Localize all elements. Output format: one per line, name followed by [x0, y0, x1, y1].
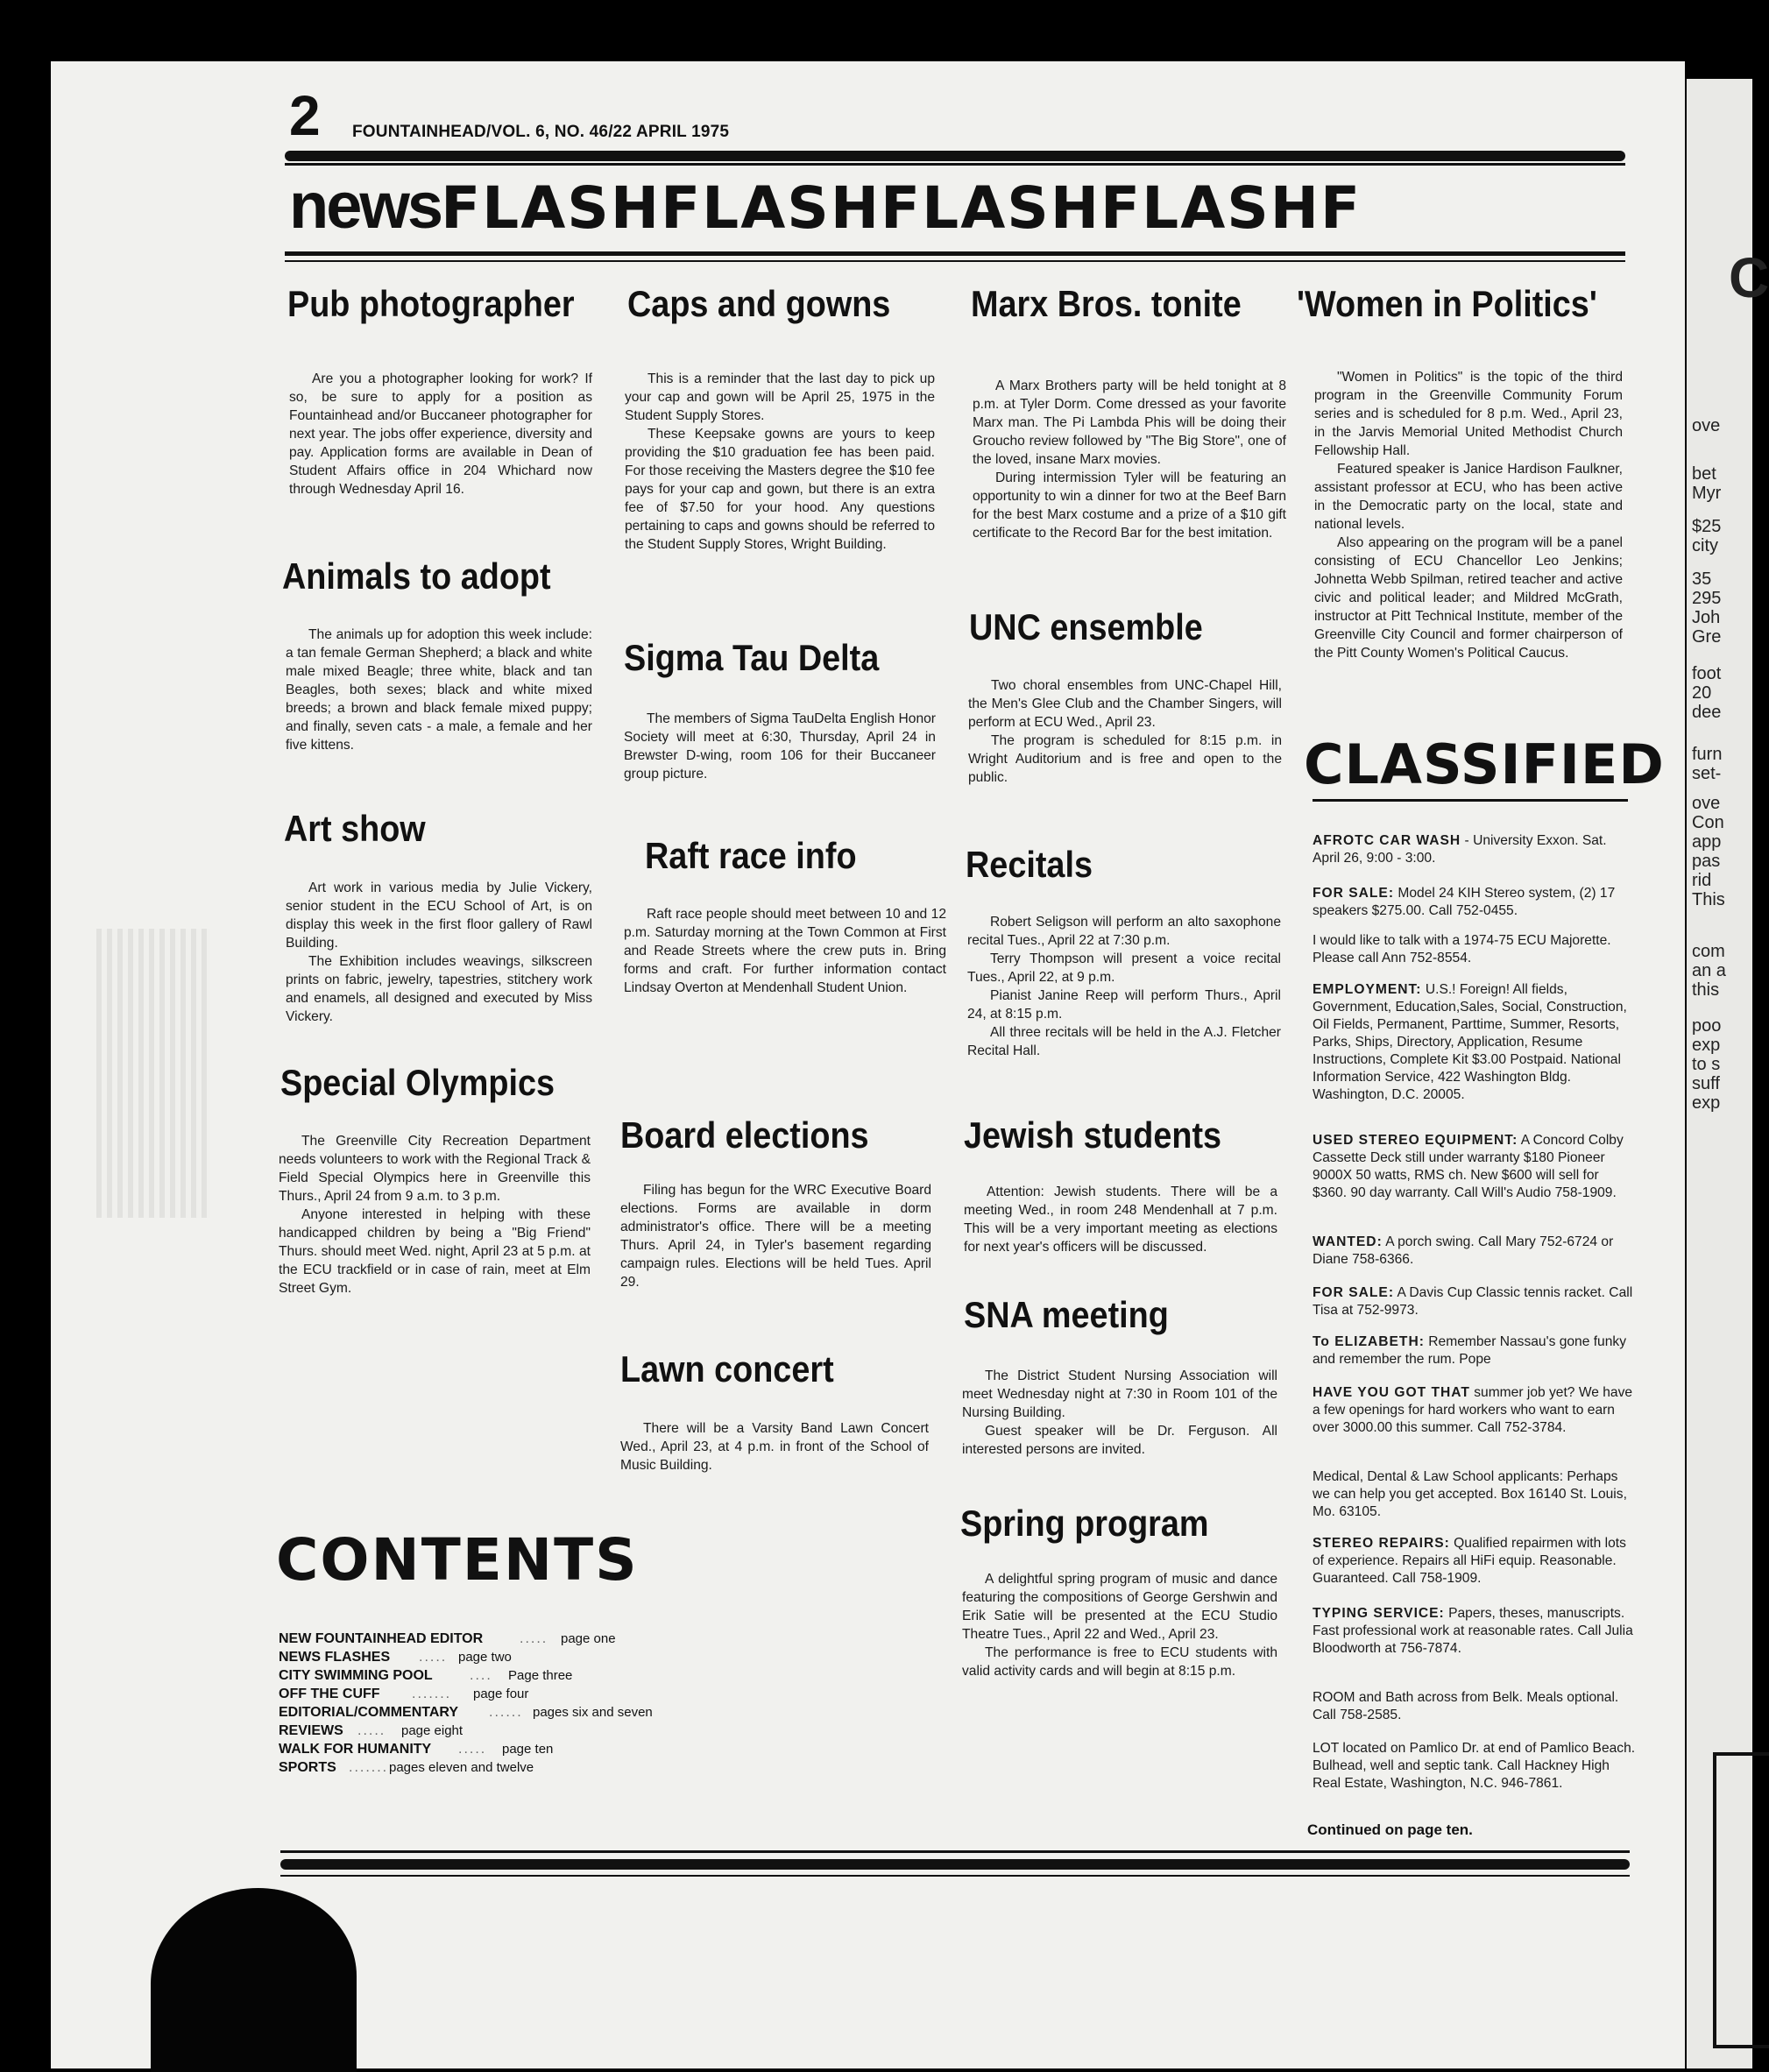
page-number: 2: [289, 84, 321, 147]
classified-ad: [1313, 832, 1637, 867]
classified-ad: [1313, 1384, 1637, 1437]
headline-sigma-tau-delta: Sigma Tau Delta: [624, 637, 880, 678]
contents-heading: CONTENTS: [276, 1526, 639, 1594]
ad-text: Papers, theses, manuscripts. Fast professional work at reasonable rates. Call Julia Bloodworth at 756-7874.: [1313, 1606, 1633, 1656]
adjacent-fragment: pas: [1692, 852, 1721, 871]
article-pub-photographer: [289, 370, 592, 499]
contents-item: [279, 1723, 690, 1742]
classified-ad: [1313, 1468, 1637, 1521]
ad-text: A Davis Cup Classic tennis racket. Call Tisa at 752-9973.: [1313, 1285, 1633, 1318]
headline-women-politics: 'Women in Politics': [1297, 283, 1597, 324]
headline-lawn-concert: Lawn concert: [620, 1348, 834, 1390]
classified-ad: [1313, 1333, 1637, 1368]
classified-rule: [1313, 799, 1628, 802]
article-unc-ensemble: [968, 676, 1282, 787]
contents-page: page eight: [401, 1723, 463, 1738]
contents-title: CITY SWIMMING POOL: [279, 1668, 433, 1683]
adjacent-page-letter: C: [1729, 246, 1769, 309]
leader-dots: .......: [349, 1760, 389, 1775]
headline-marx-bros: Marx Bros. tonite: [971, 283, 1242, 324]
headline-animals: Animals to adopt: [282, 555, 551, 597]
top-wavy-rule: [285, 151, 1625, 161]
ad-key: TYPING SERVICE:: [1313, 1606, 1445, 1621]
leader-dots: .....: [520, 1631, 548, 1646]
ad-key: STEREO REPAIRS:: [1313, 1536, 1450, 1551]
contents-item: [279, 1631, 690, 1650]
ad-text: ROOM and Bath across from Belk. Meals optional. Call 758-2585.: [1313, 1690, 1619, 1722]
adjacent-fragment: Gre: [1692, 627, 1722, 647]
adjacent-fragment: com: [1692, 942, 1725, 961]
contents-title: EDITORIAL/COMMENTARY: [279, 1705, 459, 1720]
bleed-through-artifact: [96, 929, 210, 1218]
article-board-elections: [620, 1181, 931, 1291]
headline-spring-program: Spring program: [960, 1503, 1209, 1544]
article-caps-gowns: [625, 370, 935, 554]
paragraph: The Greenville City Recreation Department needs volunteers to work with the Regional Track & Field Special Olympics here in Greenville this Thurs., April 24 from 9 a.m. to 3 p.m.: [279, 1134, 591, 1204]
ad-text: LOT located on Pamlico Dr. at end of Pamlico Beach. Bulhead, well and septic tank. Call Hackney High Real Estate, Washington, N.C. 946-7861.: [1313, 1741, 1636, 1791]
ad-key: USED STEREO EQUIPMENT:: [1313, 1133, 1518, 1148]
article-spring-program: [962, 1570, 1277, 1680]
headline-special-olympics: Special Olympics: [280, 1062, 555, 1103]
classified-continued: Continued on page ten.: [1307, 1821, 1473, 1838]
adjacent-fragment: 295: [1692, 589, 1722, 608]
adjacent-fragment: 20: [1692, 683, 1712, 703]
paragraph: This is a reminder that the last day to pick up your cap and gown will be April 25, 1975 in the Student Supply Stores.: [625, 371, 935, 423]
ad-text: I would like to talk with a 1974-75 ECU Majorette. Please call Ann 752-8554.: [1313, 933, 1611, 965]
bottom-wavy-rule: [280, 1859, 1630, 1870]
contents-item: [279, 1650, 690, 1668]
adjacent-fragment: Joh: [1692, 608, 1721, 627]
adjacent-fragment: bet: [1692, 464, 1716, 484]
headline-recitals: Recitals: [966, 844, 1093, 885]
paragraph: A Marx Brothers party will be held tonight at 8 p.m. at Tyler Dorm. Come dressed as your favorite Marx man. The Pi Lambda Phis will be doing their Groucho review followed by "The Big Store", one of the loved, insane Marx movies.: [973, 378, 1286, 467]
paragraph: Pianist Janine Reep will perform Thurs., April 24, at 8:15 p.m.: [967, 988, 1281, 1022]
article-sna-meeting: [962, 1367, 1277, 1459]
adjacent-page-box: [1713, 1752, 1769, 2048]
classified-ad: [1313, 1689, 1637, 1724]
ad-text: A porch swing. Call Mary 752-6724 or Diane 758-6366.: [1313, 1234, 1614, 1267]
paragraph: Also appearing on the program will be a panel consisting of ECU Chancellor Leo Jenkins; Johnetta Webb Spilman, retired teacher and active civic and political leader; and Mildred McGrath, instructor at Pitt Technical Institute, member of the Greenville City Council and former chairperson of the Pitt County Women's Political Caucus.: [1314, 535, 1623, 661]
contents-title: NEWS FLASHES: [279, 1650, 391, 1665]
classified-ad: [1313, 1605, 1637, 1658]
classified-ad: [1313, 885, 1637, 920]
paragraph: These Keepsake gowns are yours to keep providing the $10 graduation fee has been paid. For those receiving the Masters degree the $10 fee pays for your cap and gown, but there is an extra fee of $7.50 for your hood. Any questions pertaining to caps and gowns should be referred to the Student Supply Stores, Wright Building.: [625, 427, 935, 552]
article-special-olympics: [279, 1132, 591, 1298]
classified-ad: [1313, 981, 1637, 1104]
classified-ad: [1313, 1740, 1637, 1793]
paragraph: The District Student Nursing Association will meet Wednesday night at 7:30 in Room 101 of the Nursing Building.: [962, 1368, 1277, 1420]
ad-text: Model 24 KIH Stereo system, (2) 17 speakers $275.00. Call 752-0455.: [1313, 886, 1616, 918]
adjacent-fragment: to s: [1692, 1055, 1721, 1074]
paragraph: Terry Thompson will present a voice recital Tues., April 22, at 9 p.m.: [967, 951, 1281, 985]
headline-raft-race: Raft race info: [645, 835, 857, 876]
contents-title: NEW FOUNTAINHEAD EDITOR: [279, 1631, 484, 1646]
adjacent-fragment: app: [1692, 832, 1722, 852]
leader-dots: ......: [489, 1705, 523, 1720]
contents-item: [279, 1742, 690, 1760]
leader-dots: .....: [458, 1742, 487, 1757]
leader-dots: .......: [412, 1687, 452, 1701]
ad-key: FOR SALE:: [1313, 886, 1395, 901]
adjacent-fragment: $25: [1692, 517, 1722, 536]
article-animals: [286, 626, 592, 754]
paragraph: Raft race people should meet between 10 and 12 p.m. Saturday morning at the Town Common at First and Reade Streets where the crew puts in. Bring forms and craft. For further information contact Lindsay Overton at Mendenhall Student Union.: [624, 907, 946, 995]
adjacent-fragment: suff: [1692, 1074, 1720, 1093]
adjacent-fragment: This: [1692, 890, 1725, 909]
adjacent-fragment: 35: [1692, 569, 1712, 589]
ad-text: summer job yet? We have a few openings for hard workers who want to earn over 3000.00 this summer. Call 752-3784.: [1313, 1385, 1633, 1435]
paragraph: During intermission Tyler will be featuring an opportunity to win a dinner for two at the Beef Barn for the best Marx costume and a prize of a $10 gift certificate to the Record Bar for the best imitation.: [973, 470, 1286, 541]
contents-item: [279, 1687, 690, 1705]
classified-ad: [1313, 1284, 1637, 1319]
ad-text: U.S.! Foreign! All fields, Government, Education,Sales, Social, Construction, Oil Fields, Permanent, Parttime, Summer, Resorts, Parks, Ships, Directory, Application, Resume Instructions, Complete Kit $3.00 Postpaid. National Information Service, 422 Washington Bldg. Washington, D.C. 20005.: [1313, 982, 1627, 1102]
article-lawn-concert: [620, 1419, 929, 1474]
article-women-politics: [1314, 368, 1623, 662]
ad-key: HAVE YOU GOT THAT: [1313, 1385, 1470, 1400]
paragraph: Art work in various media by Julie Vickery, senior student in the ECU School of Art, is on display this week in the first floor gallery of Rawl Building.: [286, 880, 592, 951]
ad-key: AFROTC CAR WASH: [1313, 833, 1461, 848]
paragraph: A delightful spring program of music and dance featuring the compositions of George Gershwin and Erik Satie will be presented at the ECU Studio Theatre Tues., April 22 and Wed., April 23.: [962, 1572, 1277, 1642]
classified-ad: [1313, 1535, 1637, 1588]
contents-list: [279, 1631, 690, 1779]
paragraph: Robert Seligson will perform an alto saxophone recital Tues., April 22 at 7:30 p.m.: [967, 915, 1281, 948]
adjacent-fragment: city: [1692, 536, 1718, 555]
ad-key: To ELIZABETH:: [1313, 1334, 1425, 1349]
top-thin-rule: [285, 163, 1625, 166]
classified-heading: CLASSIFIED: [1304, 732, 1665, 796]
classified-ad: [1313, 932, 1637, 967]
contents-item: [279, 1760, 690, 1779]
article-sigma-tau-delta: [624, 710, 936, 783]
bottom-thin-rule: [280, 1850, 1630, 1853]
article-recitals: [967, 913, 1281, 1060]
paragraph: The performance is free to ECU students with valid activity cards and will begin at 8:15 p.m.: [962, 1645, 1277, 1679]
paragraph: The members of Sigma TauDelta English Honor Society will meet at 6:30, Thursday, April 24 in Brewster D-wing, room 106 for their Buccaneer group picture.: [624, 711, 936, 781]
contents-page: pages six and seven: [533, 1705, 653, 1720]
ad-text: Medical, Dental & Law School applicants: Perhaps we can help you get accepted. Box 16140 St. Louis, Mo. 63105.: [1313, 1469, 1627, 1519]
contents-page: page four: [473, 1687, 529, 1701]
folio-line: FOUNTAINHEAD/VOL. 6, NO. 46/22 APRIL 1975: [352, 123, 730, 141]
adjacent-fragment: exp: [1692, 1036, 1721, 1055]
newsflash-banner: [289, 169, 1362, 242]
article-art-show: [286, 879, 592, 1026]
paragraph: Filing has begun for the WRC Executive Board elections. Forms are available in dorm administrator's office. There will be a meeting Thurs. April 24, in Tyler's basement regarding campaign rules. Elections will be held Tues. April 29.: [620, 1183, 931, 1290]
adjacent-fragment: rid: [1692, 871, 1712, 890]
headline-board-elections: Board elections: [620, 1114, 869, 1156]
adjacent-fragment: set-: [1692, 764, 1722, 783]
contents-page: page two: [458, 1650, 512, 1665]
adjacent-fragment: ove: [1692, 794, 1721, 813]
paragraph: Guest speaker will be Dr. Ferguson. All interested persons are invited.: [962, 1424, 1277, 1457]
headline-sna-meeting: SNA meeting: [964, 1294, 1169, 1335]
headline-pub-photographer: Pub photographer: [287, 283, 575, 324]
ad-text: Remember Nassau's gone funky and remember the rum. Pope: [1313, 1334, 1626, 1367]
leader-dots: ....: [470, 1668, 492, 1683]
ad-text: A Concord Colby Cassette Deck still under warranty $180 Pioneer 9000X 50 watts, RMS ch. New $600 will sell for $360. 90 day warranty. Call Will's Audio 758-1909.: [1313, 1133, 1624, 1200]
paragraph: "Women in Politics" is the topic of the third program in the Greenville Community Forum series and is scheduled for 8 p.m. Wed., April 23, in the Jarvis Memorial United Methodist Church Fellowship Hall.: [1314, 370, 1623, 458]
adjacent-fragment: Myr: [1692, 484, 1722, 503]
headline-jewish-students: Jewish students: [964, 1114, 1222, 1156]
paragraph: Featured speaker is Janice Hardison Faulkner, assistant professor at ECU, who has been active in the Democratic party on the local, state and national levels.: [1314, 462, 1623, 532]
contents-title: SPORTS: [279, 1760, 336, 1775]
adjacent-fragment: this: [1692, 980, 1720, 1000]
adjacent-fragment: an a: [1692, 961, 1726, 980]
ad-text: Qualified repairmen with lots of experience. Repairs all HiFi equip. Reasonable. Guaranteed. Call 758-1909.: [1313, 1536, 1626, 1586]
contents-title: OFF THE CUFF: [279, 1687, 380, 1701]
paragraph: Anyone interested in helping with these handicapped children by being a "Big Friend" Thurs. should meet Wed. night, April 23 at 5 p.m. at the ECU trackfield or in case of rain, meet at Elm Street Gym.: [279, 1207, 591, 1296]
leader-dots: .....: [419, 1650, 448, 1665]
classified-ad: [1313, 1132, 1637, 1202]
contents-item: [279, 1705, 690, 1723]
paragraph: The Exhibition includes weavings, silkscreen prints on fabric, jewelry, tapestries, stitchery work and enamels, all designed and executed by Miss Vickery.: [286, 954, 592, 1024]
article-raft-race: [624, 905, 946, 997]
ad-key: FOR SALE:: [1313, 1285, 1395, 1300]
adjacent-fragment: furn: [1692, 745, 1723, 764]
paragraph: The program is scheduled for 8:15 p.m. in Wright Auditorium and is free and open to the public.: [968, 733, 1282, 785]
paragraph: The animals up for adoption this week include: a tan female German Shepherd; a black and white male mixed Beagle; three white, black and tan Beagles, both sexes; black and white mixed breeds; a brown and black female mixed puppy; and finally, seven cats - a male, a female and her five kittens.: [286, 627, 592, 753]
contents-page: page ten: [502, 1742, 554, 1757]
banner-flash: FLASHFLASHFLASHFLASHF: [441, 174, 1362, 242]
adjacent-fragment: ove: [1692, 416, 1721, 435]
article-jewish-students: [964, 1183, 1277, 1256]
scanner-hand-shadow: [151, 1888, 357, 2072]
contents-page: Page three: [508, 1668, 573, 1683]
ad-key: WANTED:: [1313, 1234, 1383, 1249]
headline-art-show: Art show: [284, 808, 426, 849]
contents-item: [279, 1668, 690, 1687]
contents-page: page one: [561, 1631, 616, 1646]
contents-page: pages eleven and twelve: [389, 1760, 534, 1775]
adjacent-fragment: foot: [1692, 664, 1722, 683]
adjacent-fragment: exp: [1692, 1093, 1721, 1113]
ad-text: - University Exxon. Sat. April 26, 9:00 - 3:00.: [1313, 833, 1607, 866]
ad-key: EMPLOYMENT:: [1313, 982, 1422, 997]
contents-title: REVIEWS: [279, 1723, 343, 1738]
contents-title: WALK FOR HUMANITY: [279, 1742, 432, 1757]
adjacent-fragment: dee: [1692, 703, 1722, 722]
paragraph: There will be a Varsity Band Lawn Concert Wed., April 23, at 4 p.m. in front of the School of Music Building.: [620, 1421, 929, 1473]
headline-unc-ensemble: UNC ensemble: [969, 606, 1203, 647]
banner-bottom-rule: [285, 251, 1625, 256]
article-marx-bros: [973, 377, 1286, 542]
paragraph: Two choral ensembles from UNC-Chapel Hill, the Men's Glee Club and the Chamber Singers, will perform at ECU Wed., April 23.: [968, 678, 1282, 730]
paragraph: All three recitals will be held in the A.J. Fletcher Recital Hall.: [967, 1025, 1281, 1058]
banner-news: news: [289, 169, 442, 242]
paragraph: Are you a photographer looking for work? If so, be sure to apply for a position as Fountainhead and/or Buccaneer photographer for next year. The jobs offer experience, diversity and pay. Application forms are available in Dean of Student Affairs office in 204 Whichard now through Wednesday April 16.: [289, 371, 592, 497]
leader-dots: .....: [357, 1723, 386, 1738]
adjacent-fragment: poo: [1692, 1016, 1722, 1036]
classified-ad: [1313, 1234, 1637, 1269]
paragraph: Attention: Jewish students. There will be a meeting Wed., in room 248 Mendenhall at 7 p.m. This will be a very important meeting as elections for next year's officers will be discussed.: [964, 1185, 1277, 1255]
adjacent-fragment: Con: [1692, 813, 1724, 832]
bottom-thin-rule-2: [280, 1875, 1630, 1877]
banner-bottom-thin-rule: [285, 260, 1625, 262]
headline-caps-gowns: Caps and gowns: [627, 283, 891, 324]
